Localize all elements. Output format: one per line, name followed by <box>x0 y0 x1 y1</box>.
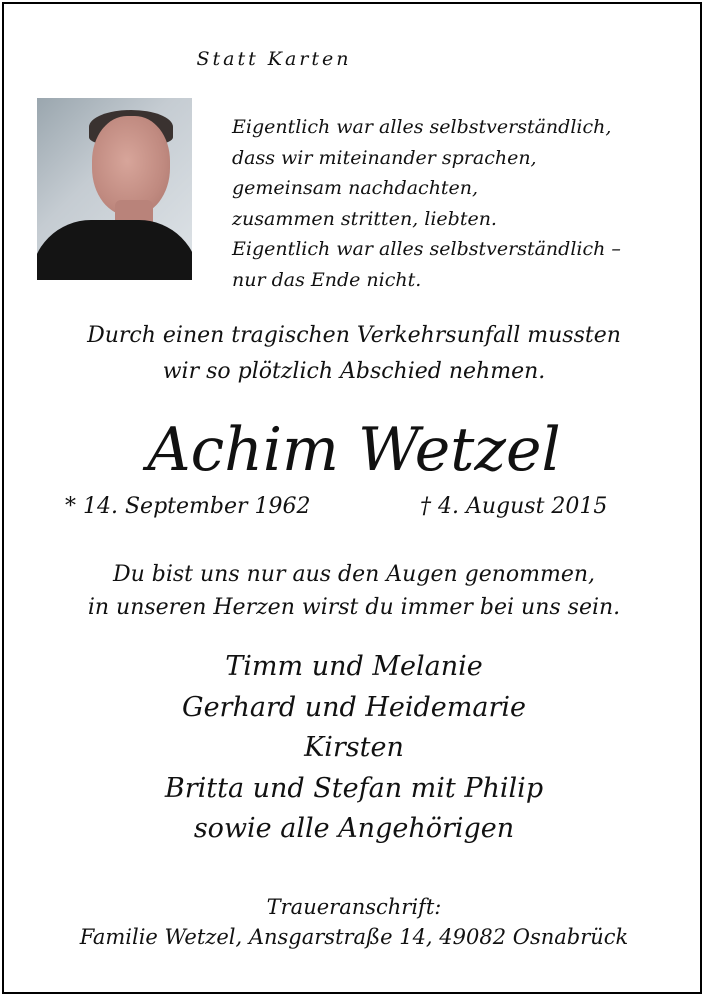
intro-line: wir so plötzlich Abschied nehmen. <box>162 359 546 384</box>
photo-shirt <box>37 220 192 280</box>
poem-line: dass wir miteinander sprachen, <box>232 146 537 169</box>
mourning-address <box>0 892 708 952</box>
poem-line: zusammen stritten, liebten. <box>232 207 497 230</box>
poem-line: Eigentlich war alles selbstverständlich, <box>232 116 612 138</box>
poem-line: nur das Ende nicht. <box>232 268 422 291</box>
portrait-photo <box>37 98 192 280</box>
mourner-line: Timm und Melanie <box>225 651 483 682</box>
header-statt-karten: Statt Karten <box>196 48 352 70</box>
poem-line: Eigentlich war alles selbstverständlich – <box>232 238 621 260</box>
poem <box>232 112 621 295</box>
mourner-line: sowie alle Angehörigen <box>193 813 515 844</box>
poem-line: gemeinsam nachdachten, <box>232 177 479 199</box>
birth-date: * 14. September 1962 <box>65 494 311 519</box>
address-text: Familie Wetzel, Ansgarstraße 14, 49082 Osnabrück <box>79 925 629 949</box>
mourner-line: Britta und Stefan mit Philip <box>164 772 544 804</box>
mourners-list <box>0 647 708 850</box>
quote-line: in unseren Herzen wirst du immer bei uns sein. <box>87 595 621 620</box>
quote-line: Du bist uns nur aus den Augen genommen, <box>112 562 596 587</box>
death-date: † 4. August 2015 <box>420 494 608 519</box>
intro-line: Durch einen tragischen Verkehrsunfall mussten <box>87 323 621 348</box>
deceased-name: Achim Wetzel <box>147 415 561 485</box>
address-label: Traueranschrift: <box>266 895 442 919</box>
mourner-line: Gerhard und Heidemarie <box>182 691 526 723</box>
mourner-line: Kirsten <box>304 732 404 763</box>
intro-text <box>0 318 708 390</box>
memorial-quote <box>0 558 708 624</box>
